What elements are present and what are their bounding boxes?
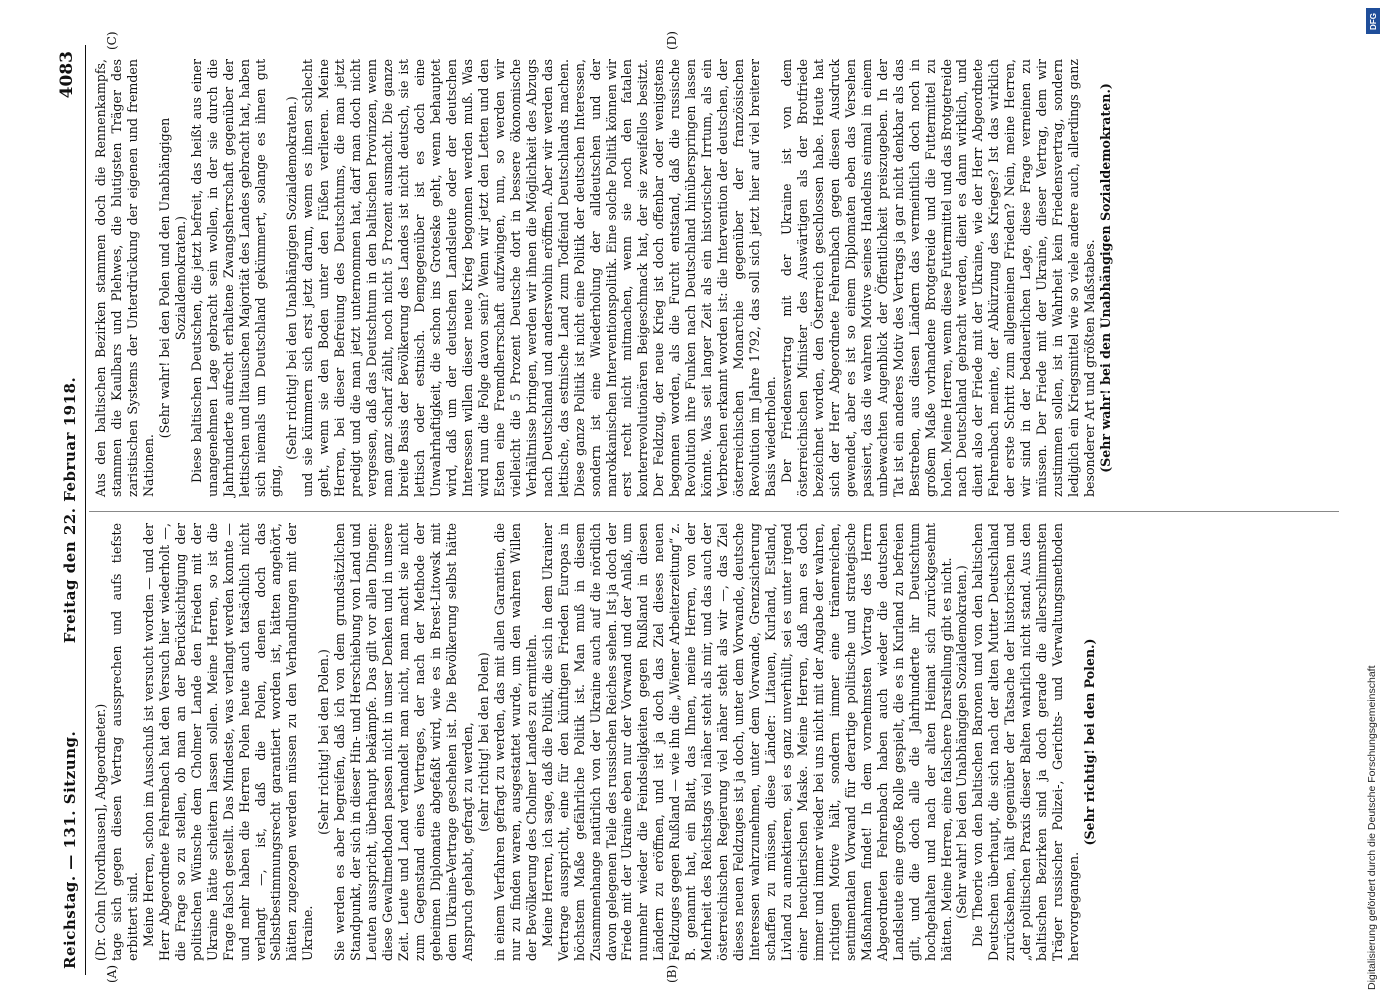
speaker-line: (Dr. Cohn [Nordhausen], Abgeordneter.)	[93, 703, 108, 961]
paragraph: Diese baltischen Deutschen, die jetzt befreit, das heißt aus einer unangenehmen Lage gebracht sein wollen, in der sie durch die Jahrhunderte aufrecht erhaltene Zwangsherrschaft gegenüber der lettischen und litauischen Majorität des Landes gebracht hat, haben sich niemals um Deutschland gekümmert, solange es ihnen gut ging,	[188, 59, 284, 497]
interjection: (Sehr richtig! bei den Unabhängigen Sozialdemokraten.)	[284, 96, 300, 460]
margin-marker-a: (A)	[105, 964, 119, 983]
page-number: 4083	[57, 51, 77, 99]
margin-marker-b: (B)	[665, 964, 679, 983]
paragraph: in einem Verfahren gefragt zu werden, das mit allen Garantien, die nur zu finden waren, ausgestattet wurde, um den wahren Willen der Bevölkerung des Cholmer Landes zu ermitteln.	[491, 523, 539, 961]
column-divider	[89, 511, 1339, 512]
paragraph: Meine Herren, schon im Ausschuß ist versucht worden — und der Herr Abgeordnete Fehrenbach hat den Versuch hier wiederholt —, die Frage so zu stellen, ob man an der Berücksichtigung der politischen Wünsche dem Cholmer Lande den Frieden mit der Ukraine hätte scheitern lassen sollen. Meine Herren, so ist die Frage falsch gestellt. Das Mindeste, was verlangt werden konnte — und mehr haben die Herren Polen heute auch tatsächlich nicht verlangt —, ist, daß die Polen, denen doch das Selbstbestimmungsrecht garantiert worden ist, hätten angehört, hätten zugezogen werden müssen zu den Verhandlungen mit der Ukraine.	[140, 523, 316, 961]
margin-marker-d: (D)	[665, 31, 679, 50]
interjection: (sehr richtig! bei den Polen)	[475, 652, 491, 832]
header-date: Freitag den 22. Februar 1918.	[61, 376, 79, 644]
paragraph: Aus den baltischen Bezirken stammen doch die Rennenkampfs, stammen die Kaulbars und Plehwes, die blutigsten Träger des zaristischen Systems der Unterdrückung der eigenen und fremden Nationen.	[93, 59, 156, 497]
header-left: Reichstag. — 131. Sitzung.	[61, 730, 79, 969]
paragraph: Sie werden es aber begreifen, daß ich von dem grundsätzlichen Standpunkt, der sich in dieser Hin- und Herschiebung von Land und Leuten ausspricht, überhaupt bekämpfe. Das gilt vor allen Dingen: diese Gewaltmethoden passen nicht in unser Denken und in unsere Zeit. Leute und Land verhandelt man nicht, man macht sie nicht zum Gegenstand eines Vertrages, der nach der Methode der geheimen Diplomatie abgefaßt wird, wie es in Brest-Litowsk mit dem Ukraine-Vertrage geschehen ist. Die Bevölkerung selbst hätte Anspruch gehabt, gefragt zu werden,	[332, 523, 475, 961]
interjection: (Sehr wahr! bei den Polen und den Unabhängigen Sozialdemokraten.)	[156, 117, 188, 439]
margin-marker-c: (C)	[105, 31, 119, 50]
dfg-logo-text: DFG	[1368, 12, 1378, 30]
interjection: (Sehr richtig! bei den Polen.)	[1082, 638, 1098, 846]
running-head	[55, 45, 86, 975]
paragraph: Der Friedensvertrag mit der Ukraine ist von dem österreichischen Minister des Auswärtigen als der Brotfriede bezeichnet worden, den Österreich geschlossen habe. Heute hat sich der Herr Abgeordnete Fehrenbach gegen diesen Ausdruck gewendet, aber es ist so einem Diplomaten eben das Versehen passiert, das die wahren Motive seines Handelns einmal in einem unbewachten Augenblick der Öffentlichkeit preiszugeben. In der Tat ist ein anderes Motiv des Vertrags ja gar nicht denkbar als das Bestreben, aus diesen Ländern das vermeintlich doch noch in großem Maße vorhandene Brotgetreide und die Futtermittel zu holen. Meine Herren, wenn diese Futtermittel und das Brotgetreide nach Deutschland gebracht werden, dient es dann wirklich, und dient also der Friede mit der Ukraine, wie der Herr Abgeordnete Fehrenbach meinte, der Abkürzung des Krieges? Ist das wirklich der erste Schritt zum allgemeinen Frieden? Nein, meine Herren, wir sind in der bedauerlichen Lage, diese Frage verneinen zu müssen. Der Friede mit der Ukraine, dieser Vertrag, dem wir zustimmen sollen, ist in Wahrheit kein Friedensvertrag, sondern lediglich ein Kriegsmittel wie so viele andere auch, allerdings ganz besonderer Art und größten Maßstabes.	[778, 59, 1098, 497]
paragraph: und sie kümmern sich erst jetzt darum, wenn es ihnen schlecht geht, wenn sie den Boden unter den Füßen verlieren. Meine Herren, bei dieser Befreiung des Deutschtums, die man jetzt predigt und die man jetzt unternommen hat, darf man doch nicht vergessen, daß das Deutschtum in den baltischen Provinzen, wenn man ganz scharf zählt, noch nicht 5 Prozent ausmacht. Die ganze breite Basis der Bevölkerung des Landes ist nicht deutsch, sie ist lettisch oder estnisch. Demgegenüber ist es doch eine Unwahrhaftigkeit, die schon ins Groteske geht, wenn behauptet wird, daß um der deutschen Landsleute oder der deutschen Interessen willen dieser neue Krieg begonnen werden muß. Was wird nun die Folge davon sein? Wenn wir jetzt den Letten und den Esten eine Fremdherrschaft aufzwingen, nun, so werden wir vielleicht die 5 Prozent Deutsche dort in bessere ökonomische Verhältnisse bringen, werden wir ihnen die Möglichkeit des Abzugs nach Deutschland und anderswohin eröffnen. Aber wir werden das lettische, das estnische Land zum Todfeind Deutschlands machen. Diese ganze Politik ist nicht eine Politik der deutschen Interessen, sondern ist eine Wiederholung der alldeutschen und der marokkanischen Interventionspolitik. Eine solche Politik können wir erst recht nicht mitmachen, wenn sie noch den fatalen konterrevolutionären Beigeschmack hat, der sie zweifellos besitzt. Der Feldzug, der neue Krieg ist doch offenbar oder wenigstens begonnen worden, als die Furcht entstand, daß die russische Revolution ihre Funken nach Deutschland hinüberspringen lassen könnte. Was seit langer Zeit als ein historischer Irrtum, als ein Verbrechen erkannt worden ist: die Intervention der deutschen, der österreichischen Monarchie gegenüber der französischen Revolution im Jahre 1792, das soll sich jetzt hier auf viel breiterer Basis wiederholen.	[300, 59, 779, 497]
rotated-document-page	[55, 31, 1345, 983]
paragraph: Meine Herren, ich sage, daß die Politik, die sich in dem Ukrainer Vertrage ausspricht, eine für den künftigen Frieden Europas in höchstem Maße gefährliche Politik ist. Man muß in diesem Zusammenhange natürlich von der Ukraine auch auf die nördlich davon gelegenen Teile des russischen Reiches sehen. Ist ja doch der Friede mit der Ukraine eben nur der Vorwand und der Anlaß, um nunmehr wieder die Feindseligkeiten gegen Rußland in diesen Ländern zu eröffnen, und ist ja doch das Ziel dieses neuen Feldzuges gegen Rußland — wie ihn die „Wiener Arbeiterzeitung“ z. B. genannt hat, ein Blatt, das Ihnen, meine Herren, von der Mehrheit des Reichstags viel näher steht als mir, und das auch der österreichischen Regierung viel näher steht als wir —, das Ziel dieses neuen Feldzuges ist ja doch, unter dem Vorwande, deutsche Interessen wahrzunehmen, unter dem Vorwande, Grenzsicherung schaffen zu müssen, diese Länder: Litauen, Kurland, Estland, Livland zu annektieren, sei es ganz unverhüllt, sei es unter irgend einer heuchlerischen Maske. Meine Herren, daß man es doch immer und immer wieder bei uns nicht mit der Angabe der wahren, richtigen Motive hält, sondern immer eine tränenreichen, sentimentalen Vorwand für derartige politische und strategische Maßnahmen findet! In dem vornehmsten Vortrag des Herrn Abgeordneten Fehrenbach haben auch wieder die deutschen Landsleute eine große Rolle gespielt, die es in Kurland zu befreien gilt, und die doch alle die Jahrhunderte ihr Deutschtum hochgehalten und nach der alten Heimat sich zurückgesehnt hätten. Meine Herren, eine falschere Darstellung gibt es nicht.	[539, 523, 954, 961]
right-column	[93, 59, 1114, 497]
interjection: (Sehr richtig! bei den Polen.)	[316, 649, 332, 835]
left-column	[93, 523, 1098, 961]
interjection: (Sehr wahr! bei den Unabhängigen Sozialdemokraten.)	[954, 565, 970, 919]
paragraph: Die Theorie von den baltischen Baronen und von den baltischen Deutschen überhaupt, die sich nach der alten Mutter Deutschland zurücksehnen, hält gegenüber der Tatsache der historischen und „der politischen Praxis dieser Balten wahrlich nicht stand. Aus den baltischen Bezirken sind ja doch gerade die allerschlimmsten Träger russischer Polizei-, Gerichts- und Verwaltungsmethoden hervorgegangen.	[970, 523, 1082, 961]
digitization-note: Digitalisierung gefördert durch die Deutsche Forschungsgemeinschaft	[1366, 665, 1378, 990]
paragraph: tage sich gegen diesen Vertrag aussprechen und aufs tiefste erbittert sind.	[108, 523, 140, 961]
interjection: (Sehr wahr! bei den Unabhängigen Sozialdemokraten.)	[1098, 83, 1114, 473]
